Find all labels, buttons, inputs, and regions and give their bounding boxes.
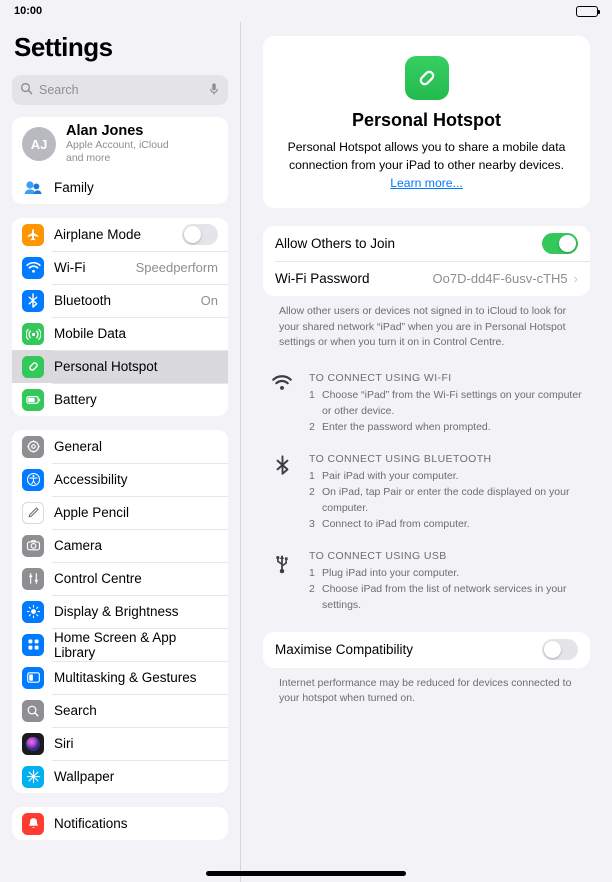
sidebar-item-wallpaper[interactable]	[12, 760, 228, 793]
display-brightness-icon	[22, 601, 44, 623]
sidebar-item-label: General	[54, 439, 103, 454]
learn-more-link[interactable]: Learn more...	[390, 176, 463, 191]
sidebar-item-label: Battery	[54, 392, 97, 407]
sidebar-item-home-screen[interactable]	[12, 628, 228, 661]
sidebar-item-label: Siri	[54, 736, 74, 751]
notifications-icon	[22, 813, 44, 835]
battery-icon	[576, 6, 598, 17]
allow-others-to-join-row[interactable]	[263, 226, 590, 261]
airplane-icon	[22, 224, 44, 246]
instruction-heading: TO CONNECT USING WI-FI	[309, 372, 452, 385]
hero-description: Personal Hotspot allows you to share a mobile data connection from your iPad to other nearby devices.	[287, 140, 566, 172]
sidebar-item-battery[interactable]	[12, 383, 228, 416]
avatar: AJ	[22, 127, 56, 161]
instruction-step: 1 Pair iPad with your computer.	[309, 470, 459, 483]
instruction-block-usb	[269, 550, 584, 613]
account-subtitle-1: Apple Account, iCloud	[66, 138, 169, 151]
instruction-step: 2 Choose iPad from the list of network services in your settings.	[309, 583, 567, 611]
sidebar-item-general[interactable]	[12, 430, 228, 463]
sidebar-item-bluetooth[interactable]	[12, 284, 228, 317]
instruction-block-bluetooth	[269, 453, 584, 532]
search-settings-icon	[22, 700, 44, 722]
sidebar-item-label: Control Centre	[54, 571, 142, 586]
wifi-password-row[interactable]	[263, 261, 590, 296]
allow-others-toggle[interactable]	[542, 233, 578, 254]
instruction-step: 3 Connect to iPad from computer.	[309, 517, 470, 530]
sidebar-item-search[interactable]	[12, 694, 228, 727]
sidebar-item-camera[interactable]	[12, 529, 228, 562]
maximise-compatibility-row[interactable]	[263, 632, 590, 668]
gear-icon	[22, 436, 44, 458]
sidebar-item-family[interactable]	[12, 171, 228, 204]
sidebar-item-label: Camera	[54, 538, 103, 553]
sidebar-item-label: Family	[54, 180, 94, 195]
wifi-password-value: Oo7D-dd4F-6usv-cTH5	[432, 271, 568, 287]
airplane-mode-toggle[interactable]	[182, 224, 218, 245]
sidebar-item-label: Mobile Data	[54, 326, 127, 341]
sidebar-item-label: Bluetooth	[54, 293, 112, 308]
sidebar-item-control-centre[interactable]	[12, 562, 228, 595]
usb-icon	[269, 550, 295, 613]
control-centre-icon	[22, 568, 44, 590]
instruction-step: 2 Enter the password when prompted.	[309, 420, 491, 433]
account-subtitle-2: and more	[66, 152, 111, 164]
sidebar-item-label: Home Screen & App Library	[54, 629, 177, 660]
sidebar-item-notifications[interactable]	[12, 807, 228, 840]
settings-sidebar	[0, 22, 240, 882]
sidebar-item-multitasking[interactable]	[12, 661, 228, 694]
wallpaper-icon	[22, 766, 44, 788]
bluetooth-icon	[22, 290, 44, 312]
wifi-icon	[22, 257, 44, 279]
status-bar	[0, 0, 612, 22]
sidebar-item-label: Display & Brightness	[54, 604, 179, 619]
maximise-compatibility-label: Maximise Compatibility	[275, 642, 414, 658]
family-icon	[22, 177, 44, 199]
sidebar-item-apple-pencil[interactable]	[12, 496, 228, 529]
maximise-compatibility-footnote: Internet performance may be reduced for devices connected to your hotspot when turned on.	[279, 676, 572, 704]
camera-icon	[22, 535, 44, 557]
wifi-password-label: Wi-Fi Password	[275, 271, 370, 287]
sidebar-item-label: Search	[54, 703, 97, 718]
sidebar-item-label: Personal Hotspot	[54, 359, 158, 374]
multitasking-icon	[22, 667, 44, 689]
sidebar-group-connectivity	[12, 218, 228, 416]
instruction-step: 2 On iPad, tap Pair or enter the code displayed on your computer.	[309, 486, 570, 514]
search-icon	[20, 82, 33, 98]
hotspot-icon	[405, 56, 449, 100]
account-group	[12, 117, 228, 204]
instruction-block-wifi	[269, 372, 584, 435]
sidebar-item-label: Apple Pencil	[54, 505, 130, 520]
account-row[interactable]	[12, 117, 228, 171]
sidebar-item-personal-hotspot[interactable]	[12, 350, 228, 383]
sidebar-item-accessibility[interactable]	[12, 463, 228, 496]
sidebar-item-display-brightness[interactable]	[12, 595, 228, 628]
sidebar-item-label: Wi-Fi	[54, 260, 86, 275]
instruction-step: 1 Plug iPad into your computer.	[309, 567, 460, 580]
home-indicator[interactable]	[206, 871, 406, 876]
status-time: 10:00	[14, 5, 43, 17]
instruction-step: 1 Choose “iPad” from the Wi-Fi settings on your computer or other device.	[309, 389, 582, 417]
hero-title: Personal Hotspot	[351, 110, 502, 130]
chevron-right-icon: ›	[573, 271, 578, 287]
hotspot-footnote: Allow other users or devices not signed in to iCloud to look for your shared network “iPad” when you are in Personal Hotspot settings or when you turn it on in Control Centre.	[279, 305, 567, 348]
search-input[interactable]	[12, 75, 228, 105]
allow-others-label: Allow Others to Join	[275, 236, 396, 252]
sidebar-item-label: Airplane Mode	[54, 227, 142, 242]
apple-pencil-icon	[22, 502, 44, 524]
search-placeholder: Search	[39, 83, 79, 97]
page-title: Settings	[14, 32, 113, 62]
siri-icon	[22, 733, 44, 755]
wifi-network-value: Speedperform	[135, 260, 218, 275]
sidebar-item-wifi[interactable]	[12, 251, 228, 284]
instruction-heading: TO CONNECT USING USB	[309, 550, 447, 563]
status-right	[576, 6, 598, 17]
battery-settings-icon	[22, 389, 44, 411]
sidebar-item-airplane-mode[interactable]	[12, 218, 228, 251]
hotspot-settings-card	[263, 226, 590, 296]
sidebar-item-siri[interactable]	[12, 727, 228, 760]
wifi-icon	[269, 372, 295, 435]
sidebar-group-notifications	[12, 807, 228, 840]
sidebar-item-label: Multitasking & Gestures	[54, 670, 197, 685]
account-name: Alan Jones	[66, 122, 144, 139]
sidebar-item-label: Notifications	[54, 816, 128, 831]
mobile-data-icon	[22, 323, 44, 345]
home-screen-icon	[22, 634, 44, 656]
sidebar-item-label: Accessibility	[54, 472, 128, 487]
sidebar-item-mobile-data[interactable]	[12, 317, 228, 350]
microphone-icon[interactable]	[208, 82, 220, 99]
hotspot-hero-card	[263, 36, 590, 208]
hotspot-icon	[22, 356, 44, 378]
personal-hotspot-detail	[240, 22, 612, 882]
bluetooth-state-value: On	[200, 293, 218, 308]
sidebar-item-label: Wallpaper	[54, 769, 115, 784]
accessibility-icon	[22, 469, 44, 491]
instruction-heading: TO CONNECT USING BLUETOOTH	[309, 453, 492, 466]
sidebar-group-system	[12, 430, 228, 793]
bluetooth-icon	[269, 453, 295, 532]
maximise-compatibility-toggle[interactable]	[542, 639, 578, 660]
connection-instructions	[263, 350, 590, 614]
maximise-compatibility-card	[263, 632, 590, 668]
